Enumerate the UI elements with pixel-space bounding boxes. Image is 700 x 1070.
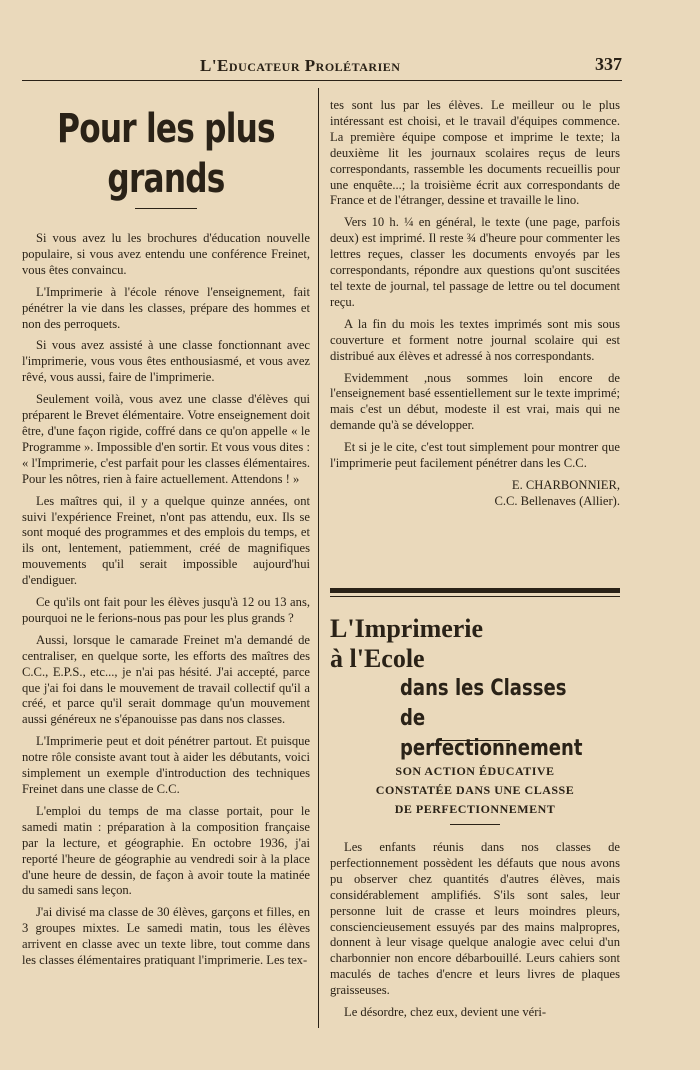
subtitle-line: CONSTATÉE DANS UNE CLASSE (375, 783, 575, 797)
section-separator-thin (330, 596, 620, 597)
right-column-top (330, 98, 620, 516)
paragraph: L'emploi du temps de ma classe portait, pour le samedi matin : préparation à la composition française par la lecture, et géographie. En octobre 1936, j'ai reporté l'heure de géographie au vendredi soir à la place d'une heure de dessin, de façon à avoir toute la matinée du samedi sans leçon. (22, 803, 310, 898)
page-number: 337 (595, 54, 622, 74)
paragraph: Ce qu'ils ont fait pour les élèves jusqu'à 12 ou 13 ans, pourquoi ne le ferions-nous pas pour les plus grands ? (22, 595, 310, 625)
title-line: à l'Ecole (330, 644, 425, 673)
paragraph: Si vous avez assisté à une classe fonctionnant avec l'imprimerie, vous vous êtes enthousiasmé, et vous avez rêvé, vous aussi, faire de l'imprimerie. (22, 338, 310, 385)
subtitle-line: DE PERFECTIONNEMENT (394, 802, 556, 816)
paragraph: A la fin du mois les textes imprimés sont mis sous couverture et forment notre journal scolaire qui est distribué aux élèves et adressé à nos correspondants. (330, 316, 620, 363)
subtitle-rule (450, 824, 500, 825)
article2-subtitle (330, 762, 620, 819)
header-rule (22, 80, 622, 81)
title-line: dans les Classes (400, 676, 567, 701)
article2-title (330, 614, 620, 764)
paragraph: L'Imprimerie peut et doit pénétrer partout. Et puisque notre rôle consiste avant tout à aider les débutants, voici simplement un exemple d'introduction des techniques Freinet dans une classe de C.C. (22, 734, 310, 796)
page-header (22, 54, 622, 80)
paragraph: L'Imprimerie à l'école rénove l'enseignement, fait pénétrer la vie dans les classes, prépare des hommes et non des perroquets. (22, 284, 310, 331)
journal-title: L'Educateur Prolétarien (200, 56, 401, 75)
right-column-bottom (330, 840, 620, 1027)
section-separator (330, 588, 620, 593)
paragraph: Evidemment ,nous sommes loin encore de l'enseignement basé essentiellement sur le texte imprimé; mais c'est un début, modeste il est vrai, mais qui ne demande qu'à se développer. (330, 370, 620, 433)
paragraph: Vers 10 h. ¼ en général, le texte (une page, parfois deux) est imprimé. Il reste ¾ d'heure pour commenter les lettres reçues, classer les documents envoyés par les correspondants, répondre aux questions qu'ont suscitées tel texte de journal, tel passage de lettre ou tel document reçu. (330, 215, 620, 309)
paragraph: tes sont lus par les élèves. Le meilleur ou le plus intéressant est choisi, et le travail d'équipes commence. La première équipe compose et imprime le texte; la deuxième lit les journaux scolaires reçus de leurs correspondants, rassemble les documents recueillis pour une enquête...; la troisième écrit aux correspondants de France et de l'étranger, dessine et travaille le lino. (330, 98, 620, 208)
signature (330, 478, 620, 510)
paragraph: Les enfants réunis dans nos classes de perfectionnement possèdent les défauts que nous avons pu observer chez quantités d'autres élèves, mais considérablement amplifiés. S'ils sont sales, leur personne luit de crasse et leurs moindres pleurs, consciencieusement essuyés par des mains malpropres, donnent à leur visage quelque analogie avec celui d'un charbonnier non encore débarbouillé. Leurs cahiers sont maculés de taches d'encre et leurs livres de plaques graisseuses. (330, 840, 620, 998)
title-rule (440, 740, 510, 741)
subtitle-line: SON ACTION ÉDUCATIVE (395, 764, 555, 778)
article-title: Pour les plus grands (57, 106, 275, 202)
signature-place: C.C. Bellenaves (Allier). (494, 493, 620, 508)
paragraph: Seulement voilà, vous avez une classe d'élèves qui préparent le Brevet élémentaire. Votre enseignement doit être, d'une façon rigide, coffré dans ce qu'on appelle « le Programme ». Impossible d'en sortir. Et vous vous dites : « l'Imprimerie, c'est parfait pour les classes élémentaires. Pour les nôtres, rien à faire actuellement. Attendons ! » (22, 392, 310, 486)
paragraph: Aussi, lorsque le camarade Freinet m'a demandé de centraliser, en quelque sorte, les efforts des maîtres des C.C., E.P.S., etc..., je n'ai pas hésité. J'ai accepté, parce que j'ai foi dans le mouvement de travail collectif qu'il a créé, et parce qu'il serait dommage qu'un mouvement aussi généreux ne s'épanouisse pas dans nos classes. (22, 632, 310, 727)
column-divider (318, 88, 319, 1028)
signature-name: E. CHARBONNIER, (511, 477, 620, 492)
title-line: de perfectionnement (400, 706, 583, 761)
left-column (22, 104, 310, 975)
paragraph: J'ai divisé ma classe de 30 élèves, garçons et filles, en 3 groupes mixtes. Le samedi matin, tous les élèves arrivent en classe avec un texte libre, tout comme dans les classes élémentaires pratiquant l'imprimerie. Les tex- (22, 905, 310, 968)
paragraph: Les maîtres qui, il y a quelque quinze années, ont suivi l'expérience Freinet, n'ont pas attendu, eux. Ils se sont moqué des programmes et des emplois du temps, et ils ont, lentement, patiemment, créé de magnifiques mouvements qu'il serait impossible aujourd'hui d'endiguer. (22, 493, 310, 588)
title-rule (135, 208, 197, 209)
paragraph: Si vous avez lu les brochures d'éducation nouvelle populaire, si vous avez entendu une conférence Freinet, vous êtes convaincu. (22, 231, 310, 277)
paragraph: Et si je le cite, c'est tout simplement pour montrer que l'imprimerie peut facilement pénétrer dans les C.C. (330, 440, 620, 471)
paragraph: Le désordre, chez eux, devient une véri- (344, 1005, 547, 1020)
title-line: L'Imprimerie (330, 614, 484, 643)
